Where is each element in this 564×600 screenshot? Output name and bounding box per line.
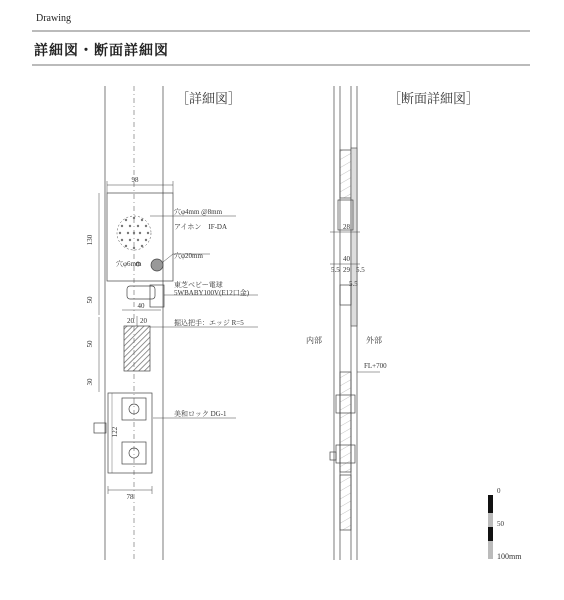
scale-seg-25-50 (488, 513, 493, 527)
hole-20mm (151, 259, 163, 271)
dim-50b: 50 (86, 340, 94, 348)
section-dim-40-label: 40 (343, 255, 350, 263)
dim-20b: 20 (140, 317, 147, 325)
scale-seg-50-75 (488, 527, 493, 541)
note-lock: 美和ロック DG-1 (174, 410, 227, 418)
lock-latch (94, 423, 106, 433)
section-annotations (306, 91, 479, 370)
dim-20a: 20 (127, 317, 134, 325)
dim-130: 130 (86, 234, 94, 246)
dim-122: 122 (111, 426, 119, 438)
section-title: ［断面詳細図］ (388, 91, 480, 106)
label-fl: FL+700 (364, 362, 387, 370)
section-dim-5.5a: 5.5 (331, 266, 340, 274)
section-panel-lower (340, 475, 351, 530)
scale-bar (488, 487, 522, 561)
note-hole-6mm: 穴φ6mm (116, 260, 142, 268)
scale-label-0: 0 (497, 487, 501, 495)
label-outside: 外部 (366, 336, 382, 345)
dim-78: 78 (126, 493, 134, 501)
section-dim-28-label: 28 (343, 223, 350, 231)
section-lock-body (340, 372, 351, 472)
section-dim-5.5b: 5.5 (356, 266, 365, 274)
drawing-header-label: Drawing (36, 13, 71, 24)
scale-label-50: 50 (497, 520, 504, 528)
detail-title: ［詳細図］ (176, 91, 242, 106)
scale-seg-75-100 (488, 541, 493, 559)
detail-annotations (86, 91, 250, 501)
scale-seg-0-25 (488, 495, 493, 513)
scale-label-100: 100mm (497, 552, 522, 561)
note-handle: 掘込把手：エッジ R=5 (174, 319, 244, 327)
dim-30: 30 (86, 378, 94, 386)
bulb-housing (127, 286, 155, 299)
note-holes: 穴φ4mm @8mm (174, 208, 223, 216)
label-inside: 内部 (306, 336, 322, 345)
section-view (330, 86, 380, 560)
dim-40: 40 (137, 302, 145, 310)
recessed-handle (124, 326, 150, 371)
page-title: 詳細図・断面詳細図 (34, 44, 169, 59)
section-dim-29: 29 (343, 266, 350, 274)
note-hole-20mm: 穴φ20mm (174, 252, 203, 260)
note-bulb-spec: 5WBABY100V(E12口金) (174, 289, 250, 297)
section-dim-5.5c: 5.5 (349, 280, 358, 288)
section-panel-upper (340, 150, 351, 198)
section-face (351, 148, 357, 326)
section-latch (330, 452, 336, 460)
note-bulb-name: 東芝ベビー電球 (174, 281, 223, 289)
dim-98: 98 (131, 176, 139, 184)
bulb-socket (150, 285, 164, 307)
dim-50a: 50 (86, 296, 94, 304)
note-intercom: アイホン IF-DA (174, 223, 228, 231)
section-bulb (340, 285, 351, 305)
